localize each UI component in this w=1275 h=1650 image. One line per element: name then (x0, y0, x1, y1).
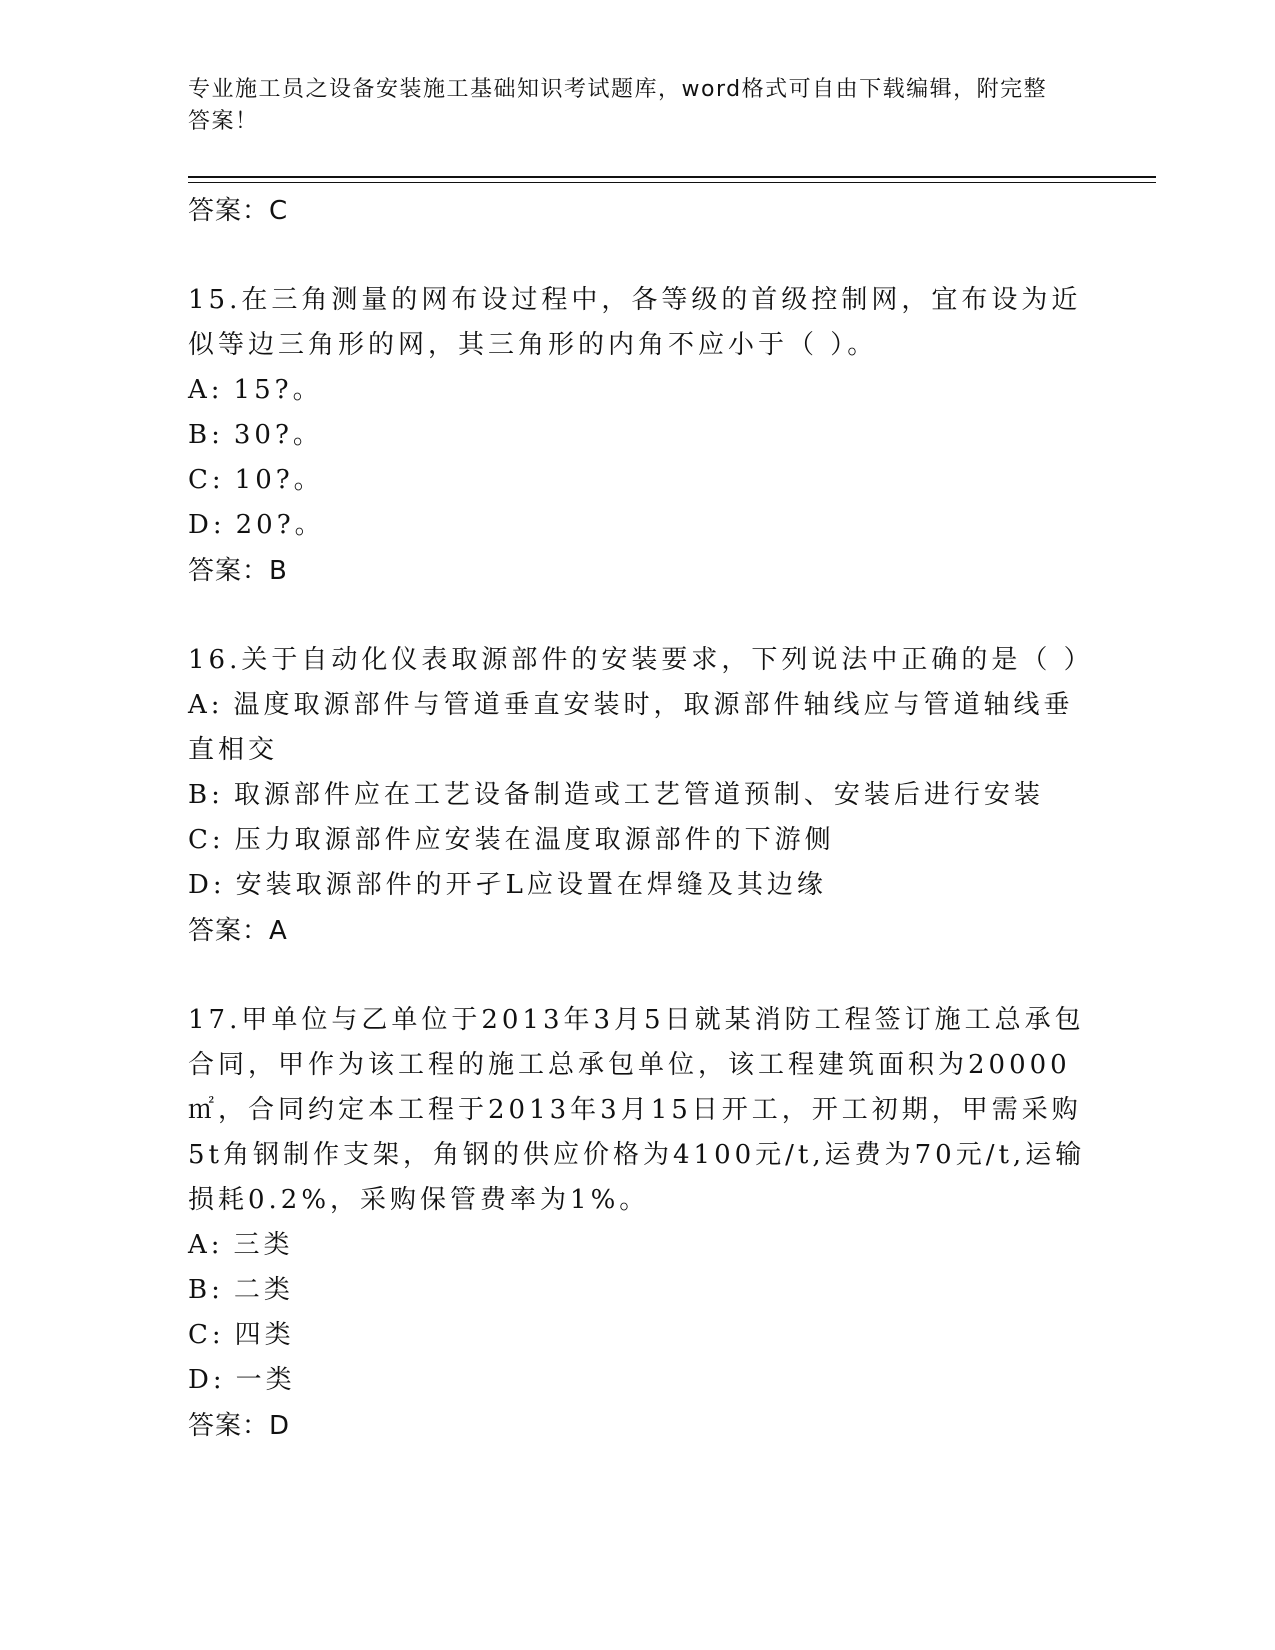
question-16 (188, 638, 1094, 954)
option-text: 二类 (233, 1275, 294, 1305)
question-answer: 答案：B (188, 556, 288, 586)
question-stem: 17.甲单位与乙单位于2013年3月5日就某消防工程签订施工总承包合同，甲作为该工程的施工总承包单位，该工程建筑面积为20000㎡，合同约定本工程于2013年3月15日开工，开工初期，甲需采购5t角钢制作支架，角钢的供应价格为4100元/t,运费为70元/t,运输损耗0.2%，采购保管费率为1%。 (188, 1005, 1086, 1215)
option-d (188, 503, 1088, 548)
option-a (188, 683, 1088, 773)
question-answer: 答案：D (188, 1411, 291, 1441)
option-key: A: (188, 690, 224, 720)
option-text: 取源部件应在工艺设备制造或工艺管道预制、安装后进行安装 (233, 780, 1044, 810)
option-key: C: (188, 465, 225, 495)
question-15 (188, 278, 1088, 594)
option-b (188, 1268, 1088, 1313)
option-text: 一类 (235, 1365, 296, 1395)
option-text: 压力取源部件应安装在温度取源部件的下游侧 (234, 825, 835, 855)
option-text: 15?。 (233, 375, 323, 405)
previous-answer: 答案：C (188, 196, 289, 226)
option-text: 温度取源部件与管道垂直安装时，取源部件轴线应与管道轴线垂直相交 (188, 690, 1074, 765)
option-a (188, 1223, 1088, 1268)
option-text: 安装取源部件的开孑L应设置在焊缝及其边缘 (235, 870, 827, 900)
option-key: C: (188, 825, 225, 855)
option-text: 三类 (233, 1230, 294, 1260)
option-key: B: (188, 420, 224, 450)
option-key: A: (188, 1230, 224, 1260)
option-b (188, 773, 1088, 818)
option-d (188, 863, 1088, 908)
option-c (188, 818, 1088, 863)
option-key: D: (188, 1365, 226, 1395)
option-key: C: (188, 1320, 225, 1350)
option-key: D: (188, 510, 226, 540)
document-body (188, 188, 1094, 1449)
option-key: A: (188, 375, 224, 405)
question-stem: 16.关于自动化仪表取源部件的安装要求，下列说法中正确的是（ ） (188, 645, 1094, 675)
question-answer: 答案：A (188, 916, 288, 946)
option-text: 四类 (234, 1320, 295, 1350)
question-stem: 15.在三角测量的网布设过程中，各等级的首级控制网，宜布设为近似等边三角形的网，其三角形的内角不应小于（ ）。 (188, 285, 1082, 360)
option-key: B: (188, 1275, 224, 1305)
header-rule-thin (188, 182, 1156, 183)
option-d (188, 1358, 1088, 1403)
option-text: 20?。 (235, 510, 325, 540)
option-text: 10?。 (234, 465, 324, 495)
option-key: B: (188, 780, 224, 810)
header-rule-thick (188, 176, 1156, 178)
question-17 (188, 998, 1088, 1449)
option-text: 30?。 (233, 420, 323, 450)
document-header: 专业施工员之设备安装施工基础知识考试题库，word格式可自由下载编辑，附完整答案！ (188, 77, 1048, 134)
option-a (188, 368, 1088, 413)
option-c (188, 1313, 1088, 1358)
option-c (188, 458, 1088, 503)
option-b (188, 413, 1088, 458)
option-key: D: (188, 870, 226, 900)
